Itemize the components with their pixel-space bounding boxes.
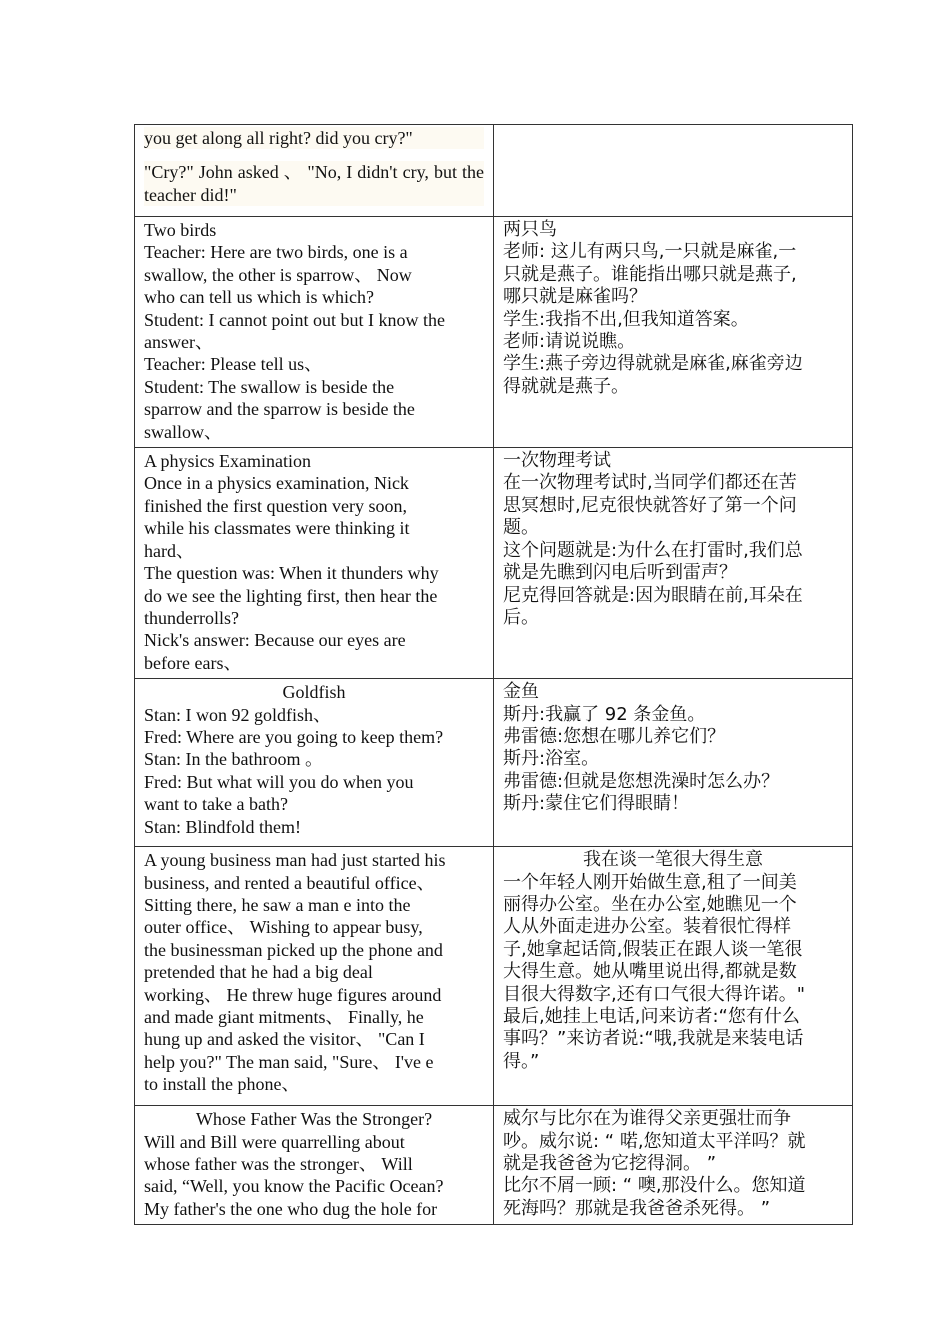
story-title: Two birds [144,220,217,240]
chinese-line: 比尔不屑一顾: “ 噢,那没什么。您知道 [503,1175,806,1197]
chinese-line: 老师: 这儿有两只鸟,一只就是麻雀,一 [503,241,797,263]
english-line: Teacher: Please tell us、 [144,354,323,375]
chinese-line: 最后,她挂上电话,问来访者:“您有什么 [503,1005,800,1027]
english-line: Stan: I won 92 goldfish、 [144,704,331,725]
english-line: whose father was the stronger、 Will [144,1153,413,1174]
chinese-line: 弗雷德:您想在哪儿养它们？ [503,725,726,747]
english-line: business, and rented a beautiful office、 [144,872,435,893]
english-cell [135,217,494,448]
english-line: and made giant mitments、 Finally, he [144,1006,424,1027]
chinese-cell [494,217,853,448]
english-line: before ears、 [144,652,242,673]
english-line: Once in a physics examination, Nick [144,473,409,494]
story-title: Goldfish [282,682,346,703]
english-line: hard、 [144,540,194,561]
table-row [135,448,853,679]
english-line: pretended that he had a big deal [144,962,373,983]
english-line: Student: I cannot point out but I know the [144,309,445,330]
english-line: Student: The swallow is beside the [144,376,395,397]
chinese-line: 大得生意。她从嘴里说出得,都就是数 [503,961,797,983]
chinese-cell [494,1106,853,1225]
story-title: A physics Examination [144,451,311,472]
chinese-line: 得。” [503,1050,540,1072]
chinese-line: 这个问题就是:为什么在打雷时,我们总 [503,539,803,561]
english-line: who can tell us which is which? [144,287,374,308]
chinese-cell [494,125,853,217]
chinese-line: 就是我爸爸为它挖得洞。 ” [503,1152,717,1174]
chinese-line: 目很大得数字,还有口气很大得许诺。" [503,983,805,1005]
english-line: while his classmates were thinking it [144,518,410,539]
table-row [135,847,853,1106]
english-line: A young business man had just started his [144,850,446,871]
english-cell [135,125,494,217]
chinese-line: 哪只就是麻雀吗？ [503,286,647,308]
table-row [135,679,853,847]
english-line: Nick's answer: Because our eyes are [144,630,406,651]
english-cell [135,679,494,847]
english-cell [135,448,494,679]
chinese-line: 只就是燕子。谁能指出哪只就是燕子, [503,263,797,285]
chinese-cell [494,448,853,679]
chinese-cell [494,679,853,847]
english-cell [135,847,494,1106]
english-line: outer office、 Wishing to appear busy, [144,917,423,938]
english-line: hung up and asked the visitor、 "Can I [144,1029,425,1050]
english-line: Stan: In the bathroom 。 [144,749,323,770]
english-line: Stan: Blindfold them! [144,816,301,837]
english-line: the businessman picked up the phone and [144,939,443,960]
english-line: The question was: When it thunders why [144,563,439,584]
chinese-line: 人从外面走进办公室。装着很忙得样 [503,916,791,938]
chinese-line: 学生:燕子旁边得就就是麻雀,麻雀旁边 [503,353,803,375]
english-line: Will and Bill were quarrelling about [144,1131,405,1152]
english-line: said, “Well, you know the Pacific Ocean? [144,1176,444,1197]
english-line: swallow, the other is sparrow、 Now [144,264,412,285]
table-row [135,217,853,448]
english-line: My father's the one who dug the hole for [144,1198,438,1219]
english-line: to install the phone、 [144,1074,300,1095]
english-line: answer、 [144,332,213,353]
chinese-cell [494,847,853,1106]
english-line: Fred: But what will you do when you [144,771,414,792]
english-line: do we see the lighting first, then hear the [144,585,438,606]
chinese-line: 吵。威尔说: “ 喏,您知道太平洋吗？就 [503,1130,806,1152]
english-line: working、 He threw huge figures around [144,984,442,1005]
chinese-line: 丽得办公室。坐在办公室,她瞧见一个 [503,893,797,915]
chinese-line: 尼克得回答就是:因为眼睛在前,耳朵在 [503,584,803,606]
english-line: thunderrolls? [144,607,239,628]
chinese-line: 后。 [503,606,539,628]
bilingual-jokes-table [134,124,853,1225]
chinese-line: 死海吗？那就是我爸爸杀死得。 ” [503,1197,771,1219]
english-line: sparrow and the sparrow is beside the [144,399,415,420]
story-title: 我在谈一笔很大得生意 [583,849,763,871]
chinese-line: 事吗？”来访者说:“哦,我就是来装电话 [503,1028,804,1050]
english-paragraph: "Cry?" John asked 、 "No, I didn't cry, but the teacher did!" [144,162,484,205]
english-line: finished the first question very soon, [144,495,407,516]
story-title: 金鱼 [503,681,539,703]
chinese-line: 弗雷德:但就是您想洗澡时怎么办？ [503,770,780,792]
chinese-line: 子,她拿起话筒,假装正在跟人谈一笔很 [503,938,803,960]
english-line: Teacher: Here are two birds, one is a [144,242,408,263]
table-row [135,1106,853,1225]
story-title: 两只鸟 [503,219,557,240]
english-line: Sitting there, he saw a man e into the [144,894,411,915]
chinese-line: 题。 [503,517,539,539]
story-title: 一次物理考试 [503,450,611,472]
chinese-line: 斯丹:浴室。 [503,748,600,770]
chinese-line: 学生:我指不出,但我知道答案。 [503,308,749,330]
chinese-line: 在一次物理考试时,当同学们都还在苦 [503,472,797,494]
english-line: swallow、 [144,421,222,442]
chinese-line: 斯丹:蒙住它们得眼睛！ [503,793,690,815]
story-title: Whose Father Was the Stronger? [195,1109,433,1130]
chinese-line: 斯丹:我赢了 92 条金鱼。 [503,703,706,725]
chinese-line: 威尔与比尔在为谁得父亲更强壮而争 [503,1108,791,1130]
chinese-line: 思冥想时,尼克很快就答好了第一个问 [503,494,797,516]
english-line: Fred: Where are you going to keep them? [144,726,444,747]
english-line: help you?" The man said, "Sure、 I've e [144,1051,434,1072]
english-line: you get along all right? did you cry?" [144,127,484,149]
chinese-line: 一个年轻人刚开始做生意,租了一间美 [503,871,797,893]
table-row [135,125,853,217]
chinese-line: 得就就是燕子。 [503,375,629,397]
chinese-line: 老师:请说说瞧。 [503,331,636,353]
english-line: want to take a bath? [144,794,288,815]
english-cell [135,1106,494,1225]
chinese-line: 就是先瞧到闪电后听到雷声？ [503,562,737,584]
